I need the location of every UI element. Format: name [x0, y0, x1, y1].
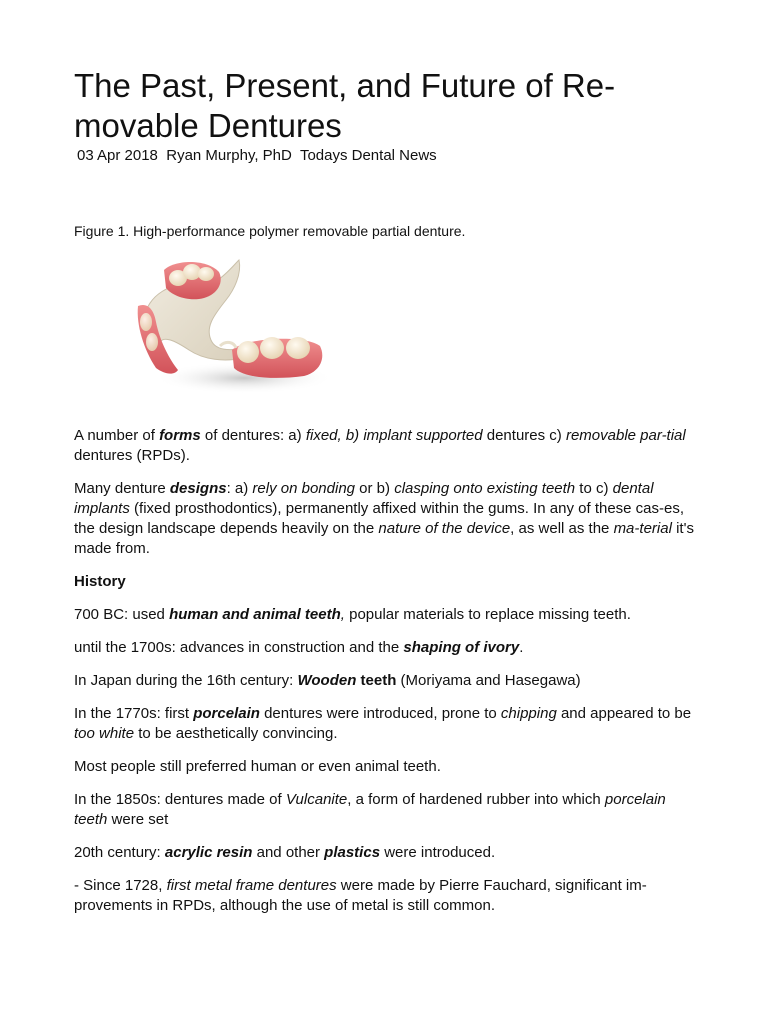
- history-item-1728: - Since 1728, first metal frame dentures were made by Pierre Fauchard, significant im-provements in RPDs, although the use of metal is still common.: [74, 877, 647, 914]
- publish-date: 03 Apr 2018: [77, 147, 158, 164]
- history-item-japan: In Japan during the 16th century: Wooden teeth (Moriyama and Hasegawa): [74, 672, 581, 689]
- history-item-preference: Most people still preferred human or even animal teeth.: [74, 758, 441, 775]
- figure-caption: Figure 1. High-performance polymer removable partial denture.: [74, 223, 466, 239]
- history-item-1770s: In the 1770s: first porcelain dentures were introduced, prone to chipping and appeared to be too white to be aesthetically convincing.: [74, 705, 692, 742]
- article-title: [74, 66, 694, 146]
- title-line-2: movable Dentures: [74, 107, 342, 144]
- paragraph-denture-forms: A number of forms of dentures: a) fixed, b) implant supported dentures c) removable par-tial dentures (RPDs).: [74, 427, 686, 464]
- article-meta: [77, 146, 694, 166]
- title-line-1: The Past, Present, and Future of Re-: [74, 67, 616, 104]
- article: [74, 66, 694, 929]
- history-item-1850s: In the 1850s: dentures made of Vulcanite, a form of hardened rubber into which porcelain teeth were set: [74, 791, 666, 828]
- history-item-700bc: 700 BC: used human and animal teeth, popular materials to replace missing teeth.: [74, 606, 631, 623]
- section-heading-history: History: [74, 573, 126, 590]
- history-item-20th-century: 20th century: acrylic resin and other plastics were introduced.: [74, 844, 496, 861]
- denture-image: [134, 250, 334, 400]
- history-item-1700s: until the 1700s: advances in construction and the shaping of ivory.: [74, 639, 524, 656]
- denture-photo: [134, 250, 334, 400]
- publication-source: Todays Dental News: [299, 147, 437, 164]
- author-name: Ryan Murphy, PhD: [166, 147, 292, 164]
- article-body: [74, 426, 694, 916]
- paragraph-denture-designs: Many denture designs: a) rely on bonding or b) clasping onto existing teeth to c) dental implants (fixed prosthodontics), permanently affixed within the gums. In any of these cas-es, the design landscape depends heavily on the nature of the device, as well as the ma-terial it's made from.: [74, 480, 694, 557]
